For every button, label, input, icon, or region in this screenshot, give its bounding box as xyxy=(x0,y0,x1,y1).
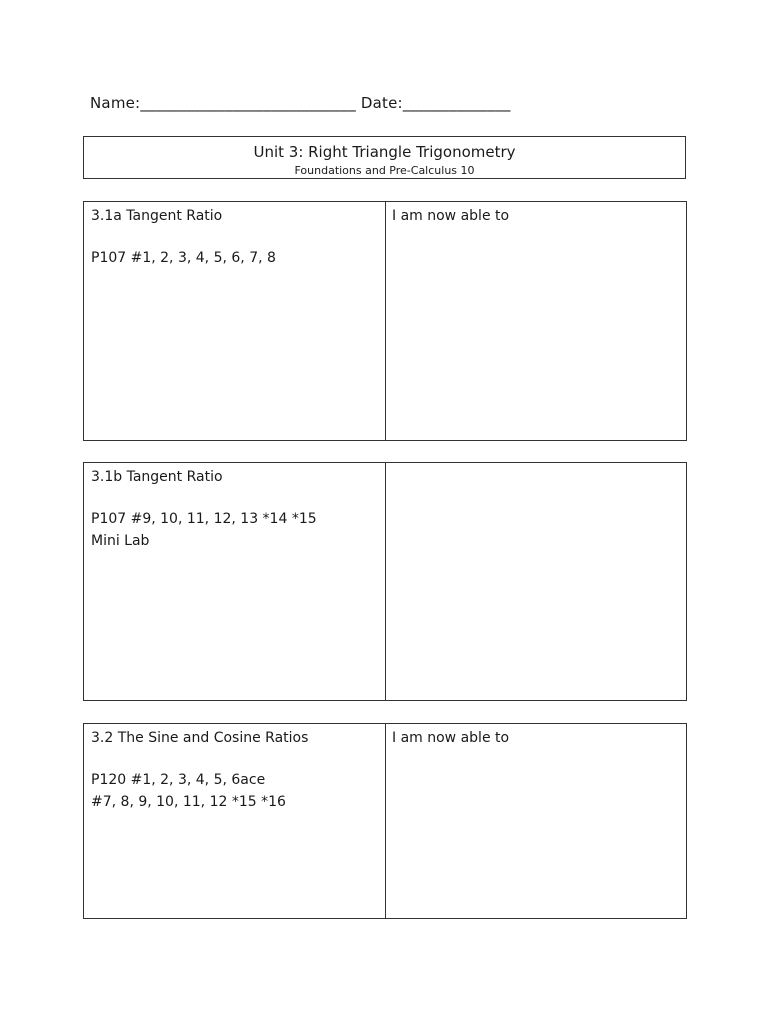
section-title: 3.2 The Sine and Cosine Ratios xyxy=(91,730,309,746)
section-assignment-line: P120 #1, 2, 3, 4, 5, 6ace xyxy=(91,772,266,788)
section-assignment-line: #7, 8, 9, 10, 11, 12 *15 *16 xyxy=(91,794,286,810)
section-assignment-line: P107 #1, 2, 3, 4, 5, 6, 7, 8 xyxy=(91,250,276,266)
section-3-1b xyxy=(83,462,687,701)
section-3-2 xyxy=(83,723,687,919)
outcome-label: I am now able to xyxy=(392,730,510,746)
name-label: Name: xyxy=(90,94,141,112)
unit-title: Unit 3: Right Triangle Trigonometry xyxy=(253,143,516,161)
outcome-label: I am now able to xyxy=(392,208,510,224)
date-label: Date: xyxy=(360,94,403,112)
course-subtitle: Foundations and Pre-Calculus 10 xyxy=(294,164,475,177)
name-blank[interactable]: ____________________________ xyxy=(140,94,356,112)
date-blank[interactable]: ______________ xyxy=(402,94,511,112)
section-right-column xyxy=(386,202,686,440)
unit-title-box xyxy=(83,136,686,179)
section-left-column xyxy=(84,724,386,918)
section-assignment-line: P107 #9, 10, 11, 12, 13 *14 *15 xyxy=(91,511,317,527)
section-left-column xyxy=(84,463,386,700)
section-right-column xyxy=(386,724,686,918)
section-3-1a xyxy=(83,201,687,441)
section-title: 3.1a Tangent Ratio xyxy=(91,208,223,224)
section-assignment-line: Mini Lab xyxy=(91,533,150,549)
section-title: 3.1b Tangent Ratio xyxy=(91,469,223,485)
section-left-column xyxy=(84,202,386,440)
section-right-column xyxy=(386,463,686,700)
name-date-line xyxy=(90,94,511,112)
